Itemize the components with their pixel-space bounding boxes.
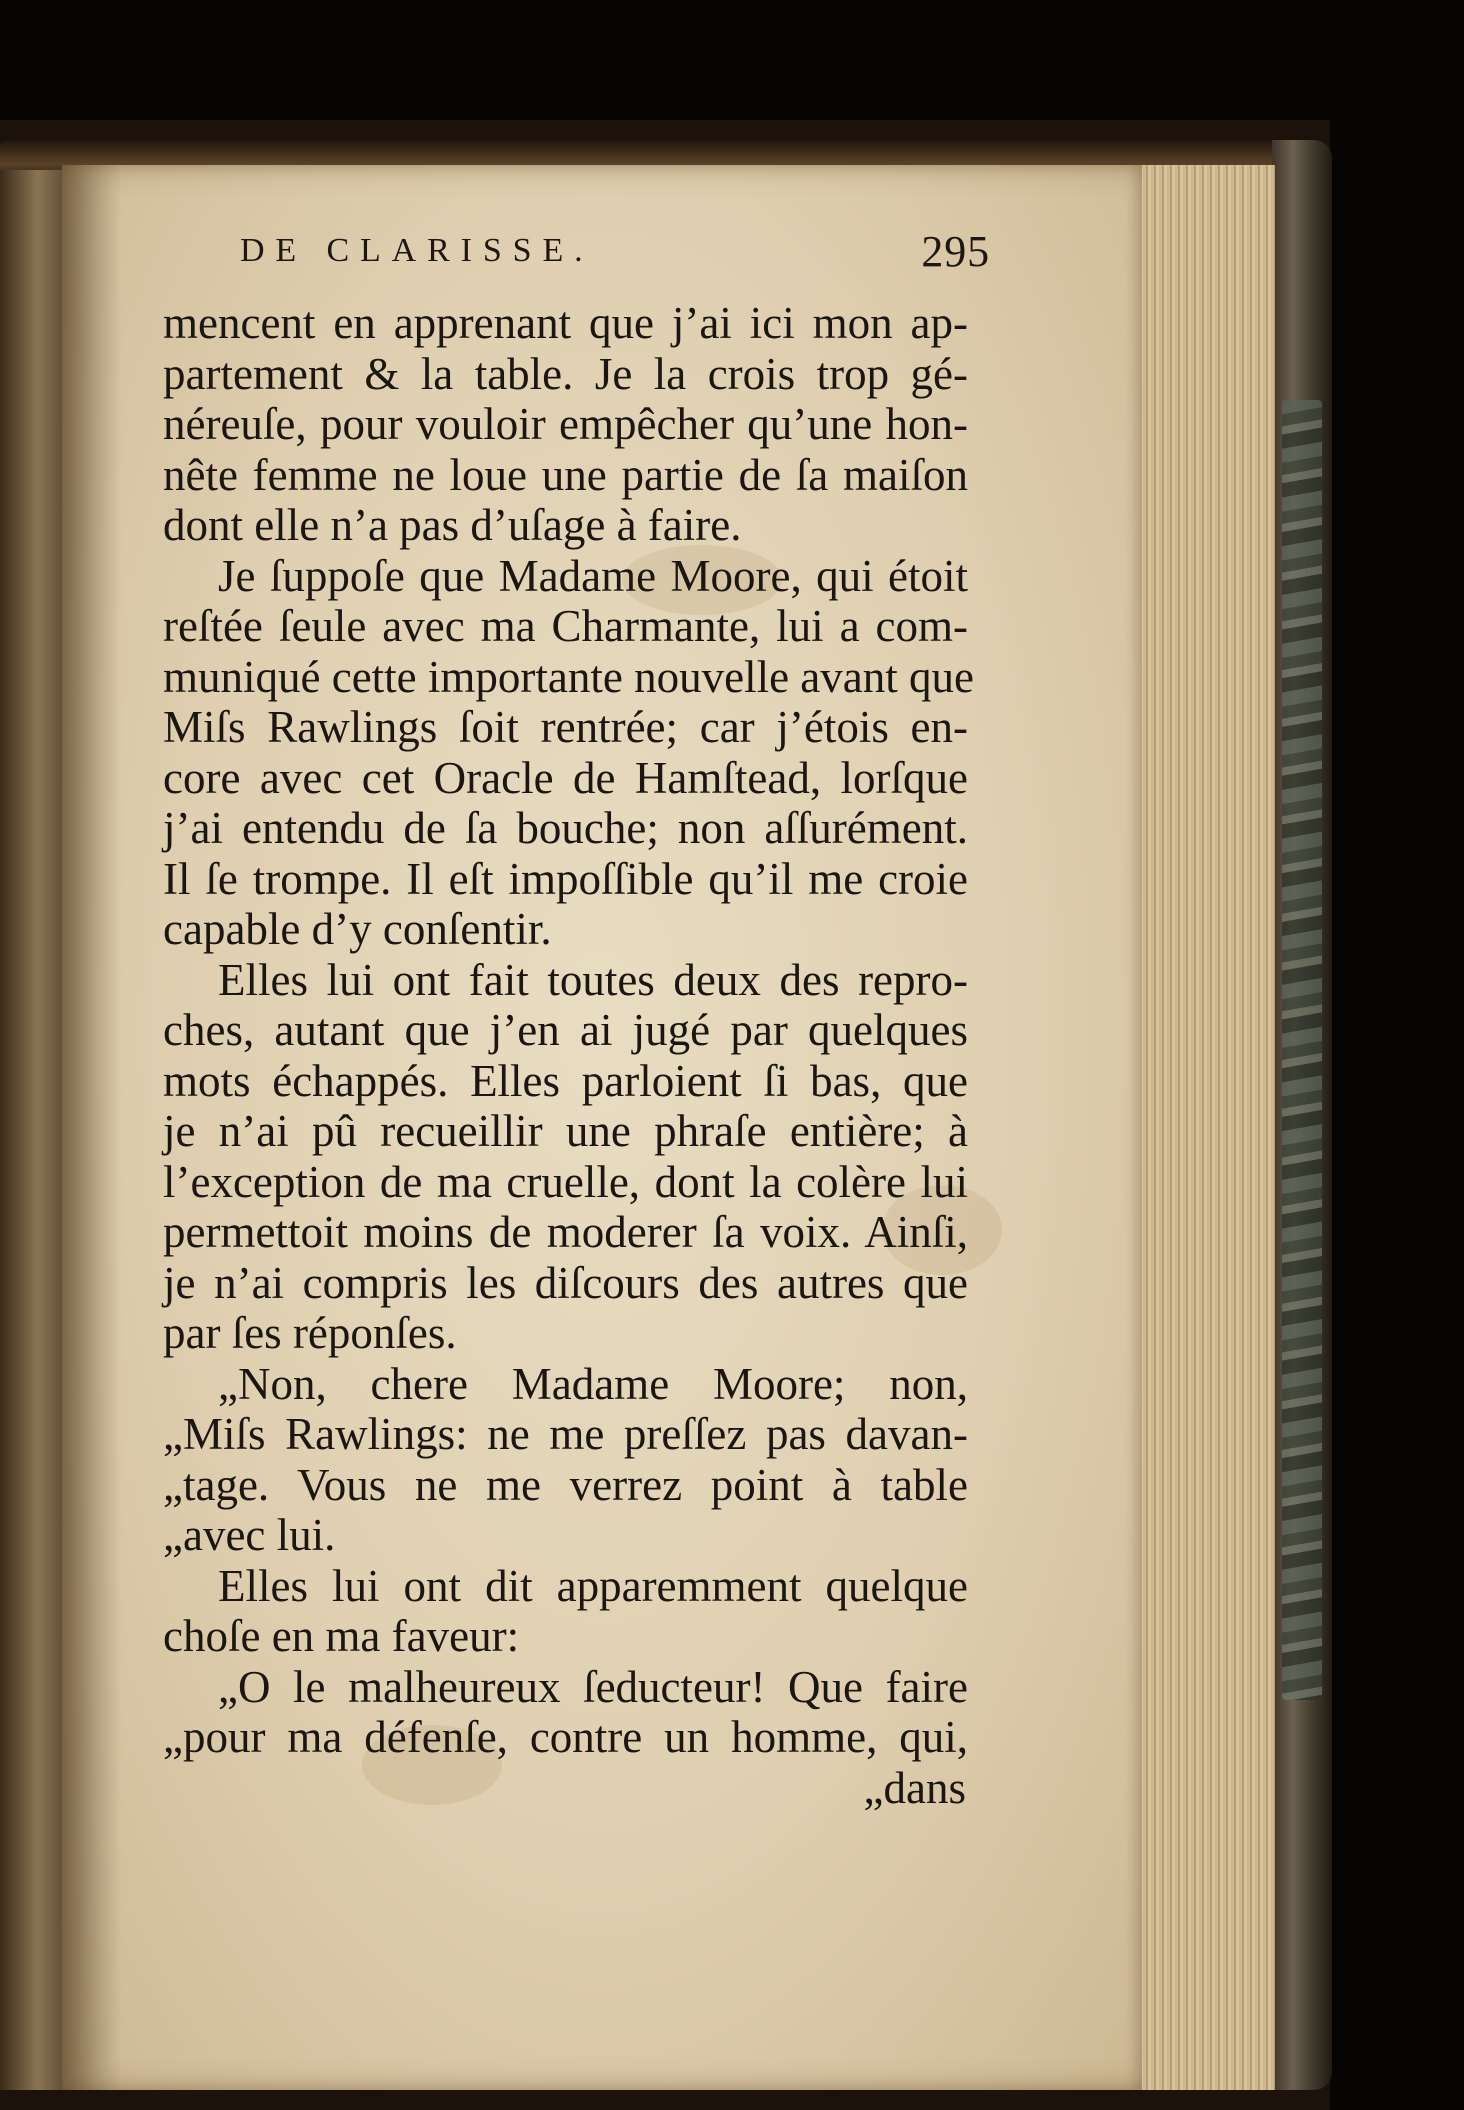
text-line: choſe en ma faveur: (163, 1611, 520, 1661)
text-line: core avec cet Oracle de Hamſtead, lorſque (163, 752, 968, 803)
text-line: Elles lui ont fait toutes deux des repro- (218, 954, 968, 1005)
text-line: reſtée ſeule avec ma Charmante, lui a com- (163, 601, 968, 651)
text-line: permettoit moins de moderer ſa voix. Ainſi, (163, 1207, 968, 1257)
text-line: mencent en apprenant que j’ai ici mon ap- (163, 298, 968, 348)
text-line: partement & la table. Je la crois trop gé- (163, 348, 968, 399)
text-line: l’exception de ma cruelle, dont la colère lui (163, 1156, 968, 1207)
text-line: muniqué cette importante nouvelle avant que (163, 651, 974, 702)
text-line: „Miſs Rawlings: ne me preſſez pas davan- (163, 1409, 968, 1459)
text-line: je n’ai compris les diſcours des autres que (163, 1257, 968, 1308)
text-line: „pour ma défenſe, contre un homme, qui, (163, 1712, 968, 1762)
text-line: ches, autant que j’en ai jugé par quelques (163, 1005, 968, 1055)
text-line: nête femme ne loue une partie de ſa maiſon (163, 449, 968, 500)
text-line: „avec lui. (163, 1510, 336, 1560)
running-head: DE CLARISSE. (240, 232, 594, 269)
text-line: néreuſe, pour vouloir empêcher qu’une hon- (163, 399, 968, 449)
text-line: Elles lui ont dit apparemment quelque (218, 1560, 968, 1611)
body-text (163, 298, 974, 1813)
text-line: „tage. Vous ne me verrez point à table (163, 1459, 968, 1510)
text-line: Miſs Rawlings ſoit rentrée; car j’étois en- (163, 702, 968, 752)
text-line: dont elle n’a pas d’uſage à faire. (163, 500, 742, 550)
text-line: Je ſuppoſe que Madame Moore, qui étoit (218, 550, 968, 601)
page-number: 295 (921, 227, 990, 276)
catchword: „dans (863, 1762, 966, 1813)
page-stack-edge (1135, 165, 1275, 2090)
text-line: par ſes réponſes. (163, 1308, 457, 1358)
text-line: mots échappés. Elles parloient ſi bas, que (163, 1055, 968, 1106)
text-line: Il ſe trompe. Il eſt impoſſible qu’il me croie (163, 853, 968, 904)
text-line: capable d’y conſentir. (163, 904, 552, 954)
gutter-shadow (62, 165, 122, 2090)
text-line: j’ai entendu de ſa bouche; non aſſurément. (163, 803, 968, 853)
left-page-gutter (0, 170, 68, 2090)
text-line: „Non, chere Madame Moore; non, (218, 1358, 968, 1409)
text-line: je n’ai pû recueillir une phraſe entière; à (163, 1106, 968, 1156)
marbled-board (1282, 400, 1322, 1700)
text-line: „O le malheureux ſeducteur! Que faire (218, 1661, 968, 1712)
page-header (240, 227, 990, 292)
